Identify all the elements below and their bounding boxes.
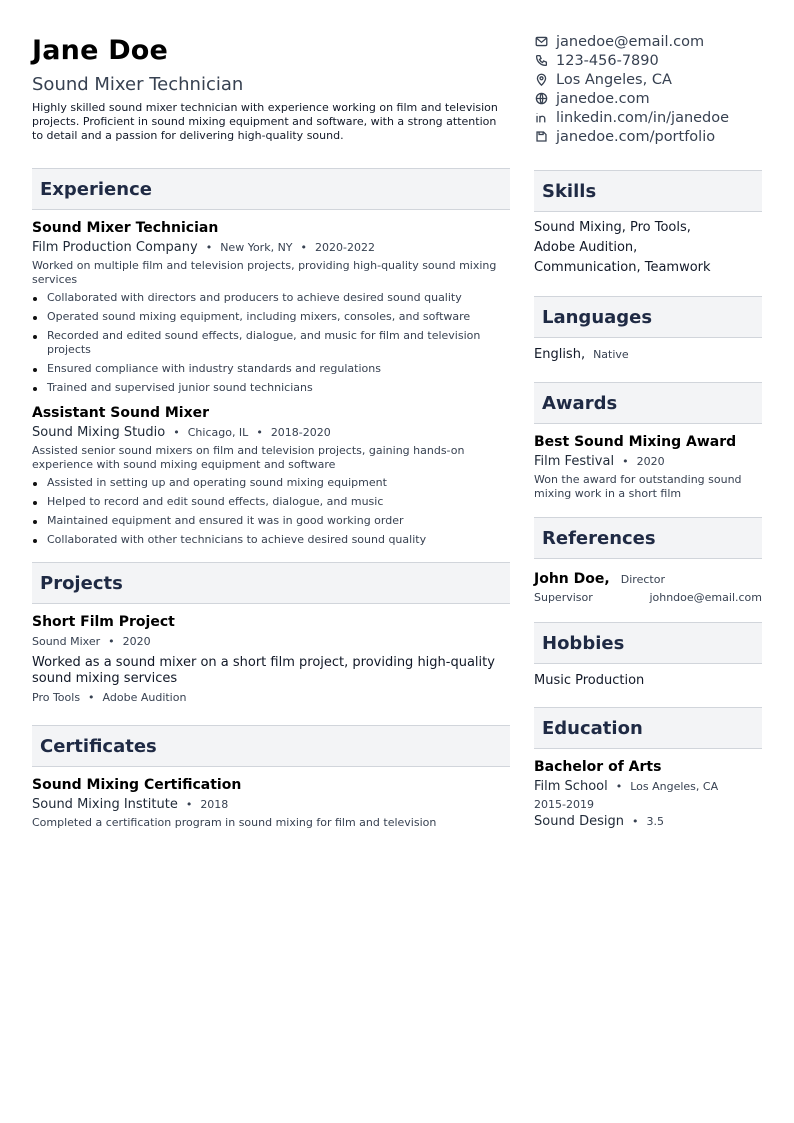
job-title: Sound Mixer Technician [32,220,219,236]
section-title: Skills [542,180,597,202]
certificate-year: 2018 [200,798,229,811]
list-item: Recorded and edited sound effects, dialogue, and music for film and television projects [32,329,510,357]
section-title: Languages [542,306,653,328]
reference-item [534,568,762,604]
education-dates: 2015-2019 [534,798,594,811]
job-meta [32,240,510,256]
education-field-meta [534,814,762,830]
section-header-education [534,707,762,749]
education-item [534,758,762,830]
project-role: Sound Mixer [32,635,101,648]
candidate-title: Sound Mixer Technician [32,74,244,95]
separator-dot: • [205,241,213,254]
skills-list [534,218,762,278]
reference-email[interactable]: johndoe@email.com [649,591,762,604]
project-tool: Pro Tools [32,691,81,704]
separator-dot: • [108,635,115,648]
list-item: Trained and supervised junior sound technicians [32,381,510,395]
reference-role: Director [620,573,665,586]
separator-dot: • [185,798,193,811]
separator-dot: • [631,815,639,828]
education-field: Sound Design [534,814,624,829]
separator-dot: • [88,691,95,704]
project-title: Short Film Project [32,614,175,630]
job-title: Assistant Sound Mixer [32,405,209,421]
contact-linkedin[interactable] [534,108,762,127]
job-location: New York, NY [220,241,293,254]
section-title: Projects [40,572,123,594]
project-item [32,613,510,706]
project-description: Worked as a sound mixer on a short film project, providing high-quality sound mixing services [32,655,495,686]
job-bullets [32,476,510,547]
hobby-item: Music Production [534,673,645,688]
list-item: Assisted in setting up and operating sound mixing equipment [32,476,510,490]
contact-phone-text: 123-456-7890 [556,52,659,69]
company: Sound Mixing Studio [32,425,166,440]
phone-icon [534,54,548,68]
contact-email-text: janedoe@email.com [556,33,705,50]
summary: Highly skilled sound mixer technician with experience working on film and television projects. Proficient in sound mixing equipment and software, with a strong attention to detail and a passion for delivering high-quality sound. [32,101,498,142]
contact-location-text: Los Angeles, CA [556,71,672,88]
section-header-certificates [32,725,510,767]
job-description: Assisted senior sound mixers on film and television projects, gaining hands-on experience with sound mixing equipment and software [32,444,465,471]
list-item: Operated sound mixing equipment, including mixers, consoles, and software [32,310,510,324]
skills-line: Sound Mixing, Pro Tools, [534,220,691,235]
section-title: Education [542,717,643,739]
separator-dot: • [615,780,623,793]
section-header-languages [534,296,762,338]
contact-list [534,32,762,146]
award-item [534,433,762,501]
main-column [32,34,510,830]
section-header-projects [32,562,510,604]
award-description: Won the award for outstanding sound mixing work in a short film [534,473,742,500]
job-description: Worked on multiple film and television projects, providing high-quality sound mixing services [32,259,497,286]
section-title: Certificates [40,735,157,757]
experience-item [32,219,510,395]
separator-dot: • [300,241,308,254]
reference-relation: Supervisor [534,591,593,604]
separator-dot: • [622,455,629,468]
mail-icon [534,35,548,49]
list-item: Maintained equipment and ensured it was in good working order [32,514,510,528]
certificate-issuer: Sound Mixing Institute [32,797,178,812]
certificate-item [32,776,510,830]
language-level: Native [593,348,629,361]
award-title: Best Sound Mixing Award [534,434,737,450]
skills-line: Communication, Teamwork [534,260,711,275]
job-location: Chicago, IL [187,426,249,439]
certificate-meta [32,797,510,813]
experience-item [32,404,510,547]
section-title: References [542,527,656,549]
section-header-references [534,517,762,559]
job-meta [32,425,510,441]
award-meta [534,454,762,470]
contact-portfolio[interactable] [534,127,762,146]
list-item: Helped to record and edit sound effects, dialogue, and music [32,495,510,509]
candidate-name: Jane Doe [32,35,169,66]
contact-linkedin-text: linkedin.com/in/janedoe [556,109,730,126]
location-pin-icon [534,73,548,87]
project-tools [32,690,510,706]
globe-icon [534,92,548,106]
reference-name: John Doe, [534,571,610,587]
contact-website-text: janedoe.com [556,90,650,107]
separator-dot: • [256,426,263,439]
linkedin-icon [534,111,548,125]
contact-portfolio-text: janedoe.com/portfolio [556,128,716,145]
list-item: Collaborated with other technicians to achieve desired sound quality [32,533,510,547]
section-header-experience [32,168,510,210]
education-meta [534,779,762,795]
education-gpa: 3.5 [646,815,664,828]
language-item [534,347,762,362]
skills-line: Adobe Audition, [534,240,638,255]
contact-phone[interactable] [534,51,762,70]
contact-location [534,70,762,89]
section-header-awards [534,382,762,424]
section-title: Awards [542,392,618,414]
section-header-hobbies [534,622,762,664]
job-dates: 2018-2020 [270,426,331,439]
education-location: Los Angeles, CA [630,780,719,793]
language-name: English, [534,347,586,362]
company: Film Production Company [32,240,198,255]
award-year: 2020 [636,455,665,468]
award-org: Film Festival [534,454,615,469]
list-item: Ensured compliance with industry standards and regulations [32,362,510,376]
list-item: Collaborated with directors and producers to achieve desired sound quality [32,291,510,305]
project-year: 2020 [122,635,151,648]
job-bullets [32,291,510,395]
side-column [534,32,762,830]
contact-email[interactable] [534,32,762,51]
section-title: Experience [40,178,152,200]
certificate-description: Completed a certification program in sound mixing for film and television [32,816,437,829]
portfolio-icon [534,130,548,144]
separator-dot: • [173,426,180,439]
education-school: Film School [534,779,608,794]
job-dates: 2020-2022 [315,241,375,254]
project-tool: Adobe Audition [102,691,187,704]
certificate-title: Sound Mixing Certification [32,777,242,793]
section-header-skills [534,170,762,212]
education-degree: Bachelor of Arts [534,759,662,775]
section-title: Hobbies [542,632,625,654]
contact-website[interactable] [534,89,762,108]
project-meta [32,634,510,650]
